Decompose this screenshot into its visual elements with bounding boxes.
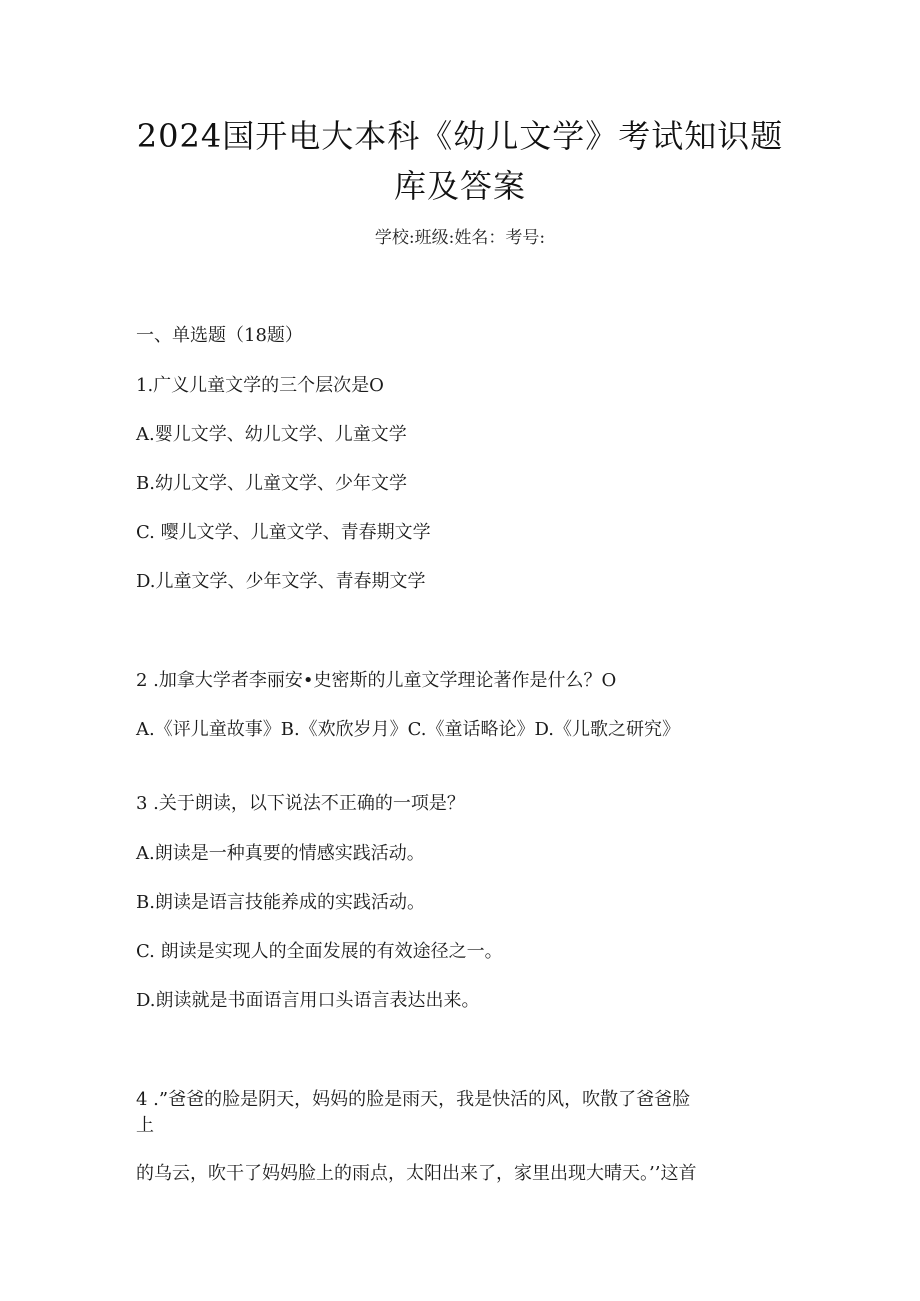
question-4-stem-line-1: 4 .”爸爸的脸是阴天，妈妈的脸是雨天，我是快活的风，吹散了爸爸脸 [136, 1089, 691, 1110]
question-1-option-c: C. 嘤儿文学、儿童文学、青春期文学 [136, 522, 431, 543]
question-4-stem-line-2: 上 [136, 1115, 154, 1136]
document-title-line-1: 2024国开电大本科《幼儿文学》考试知识题 [136, 117, 784, 155]
student-info-line: 学校:班级:姓名：考号: [374, 228, 546, 248]
question-1-option-a: A.婴儿文学、幼儿文学、儿童文学 [136, 424, 407, 445]
question-3-stem: 3 .关于朗读，以下说法不正确的一项是？ [136, 793, 465, 814]
question-2-stem: 2 .加拿大学者李丽安•史密斯的儿童文学理论著作是什么？O [136, 670, 617, 691]
question-3-option-c: C. 朗读是实现人的全面发展的有效途径之一。 [136, 941, 503, 962]
question-3-option-a: A.朗读是一种真要的情感实践活动。 [136, 843, 425, 864]
question-3-option-b: B.朗读是语言技能养成的实践活动。 [136, 892, 425, 913]
question-2-options: A.《评儿童故事》B.《欢欣岁月》C.《童话略论》D.《儿歌之研究》 [136, 719, 681, 740]
question-1-option-d: D.儿童文学、少年文学、青春期文学 [136, 571, 426, 592]
question-4-stem-line-3: 的乌云，吹干了妈妈脸上的雨点，太阳出来了，家里出现大晴天。’’这首 [136, 1163, 697, 1184]
section-heading: 一、单选题（18题） [136, 325, 303, 346]
question-1-option-b: B.幼儿文学、儿童文学、少年文学 [136, 473, 407, 494]
document-title-line-2: 库及答案 [393, 167, 526, 205]
question-1-stem: 1.广义儿童文学的三个层次是O [136, 375, 384, 396]
question-3-option-d: D.朗读就是书面语言用口头语言表达出来。 [136, 990, 480, 1011]
